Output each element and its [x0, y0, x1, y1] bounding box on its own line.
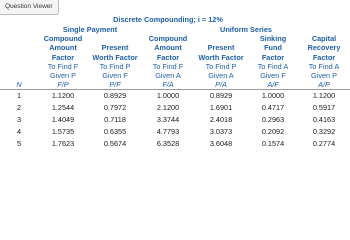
header-cell: To Find P [99, 61, 131, 71]
header-cell: Factor [51, 52, 75, 62]
header-cell: To Find A [308, 61, 340, 71]
header-cell: Given F [102, 71, 128, 81]
header-cell [0, 34, 38, 43]
header-cell: Compound [148, 34, 188, 44]
table-cell: 0.8929 [194, 90, 248, 102]
header-cell: To Find F [152, 61, 184, 71]
header-cell [0, 43, 38, 52]
table-cell: 2.4018 [209, 115, 233, 125]
table-cell: 0.2092 [261, 126, 285, 136]
table-cell: 1.4049 [51, 115, 75, 125]
header-cell: Factor [156, 52, 180, 62]
table-cell: 1 [0, 90, 38, 102]
table-cell: 4.7793 [156, 126, 180, 136]
header-cell: A/F [267, 80, 279, 90]
header-cell-n: N [16, 80, 22, 90]
header-cell: Present [101, 43, 129, 53]
table-cell: 3.6048 [209, 138, 233, 148]
table-cell: 5 [16, 138, 22, 148]
header-cell: F/P [57, 80, 69, 90]
header-cell: Given A [208, 71, 234, 81]
table-cell: 0.2774 [312, 138, 336, 148]
table-cell: 1.6901 [209, 103, 233, 113]
header-cell: P/F [109, 80, 121, 90]
header-cell: F/A [162, 80, 174, 90]
header-cell: Recovery [307, 43, 341, 53]
header-cell: Given P [50, 71, 76, 81]
header-cell: Given P [311, 71, 337, 81]
header-cell [194, 34, 248, 43]
table-cell: 6.3528 [156, 138, 180, 148]
header-cell: Compound [43, 34, 83, 44]
table-cell: 2.1200 [156, 103, 180, 113]
table-row [0, 114, 350, 126]
header-cell [0, 62, 38, 71]
header-cell: Given A [155, 71, 181, 81]
table-cell: 2 [16, 103, 22, 113]
table-cell: 3.3744 [156, 115, 180, 125]
header-cell: Sinking [259, 34, 287, 44]
table-row [0, 138, 350, 150]
table-row [0, 102, 350, 114]
header-cell: Capital [311, 34, 337, 44]
interest-factor-table [0, 15, 350, 149]
header-cell: To Find P [205, 61, 237, 71]
table-cell: 1.1200 [298, 90, 350, 102]
header-cell: A/P [318, 80, 330, 90]
table-cell: 0.7972 [103, 103, 127, 113]
header-cell: To Find A [257, 61, 289, 71]
header-cell: Factor [261, 52, 285, 62]
table-cell: 0.5917 [312, 103, 336, 113]
table-cell: 0.2963 [261, 115, 285, 125]
header-cell: Present [207, 43, 235, 53]
header-cell [0, 71, 38, 80]
header-cell: Amount [49, 43, 77, 53]
table-cell: 1.5735 [51, 126, 75, 136]
header-cell: Amount [154, 43, 182, 53]
table-cell: 4 [16, 126, 22, 136]
table-row [0, 126, 350, 138]
table-cell: 3.0373 [209, 126, 233, 136]
header-cell [88, 34, 142, 43]
table-cell: 0.4717 [261, 103, 285, 113]
header-cell: P/A [215, 80, 227, 90]
table-cell: 1.2544 [51, 103, 75, 113]
question-viewer-tab[interactable]: Question Viewer [0, 0, 59, 15]
header-cell: Given F [260, 71, 286, 81]
table-cell: 1.7623 [51, 138, 75, 148]
table-title: Discrete Compounding; i = 12% [113, 15, 223, 24]
header-cell [0, 53, 38, 62]
table-cell: 0.8929 [88, 90, 142, 102]
header-cell: Worth Factor [198, 52, 244, 62]
table-cell: 0.3292 [312, 126, 336, 136]
table-cell: 1.0000 [248, 90, 298, 102]
header-cell: Fund [264, 43, 282, 53]
header-cell: Worth Factor [92, 52, 138, 62]
table-cell: 3 [16, 115, 22, 125]
group-uniform-series: Uniform Series [220, 25, 272, 34]
table-cell: 0.1574 [261, 138, 285, 148]
group-single-payment: Single Payment [62, 25, 118, 34]
table-cell: 0.6355 [103, 126, 127, 136]
table-cell: 1.1200 [38, 90, 88, 102]
table-cell: 0.5674 [103, 138, 127, 148]
table-cell: 1.0000 [142, 90, 194, 102]
header-cell: Factor [312, 52, 336, 62]
table-row [0, 90, 350, 102]
table-cell: 0.7118 [104, 115, 126, 125]
table-cell: 0.4163 [312, 115, 336, 125]
header-cell: To Find F [47, 61, 79, 71]
